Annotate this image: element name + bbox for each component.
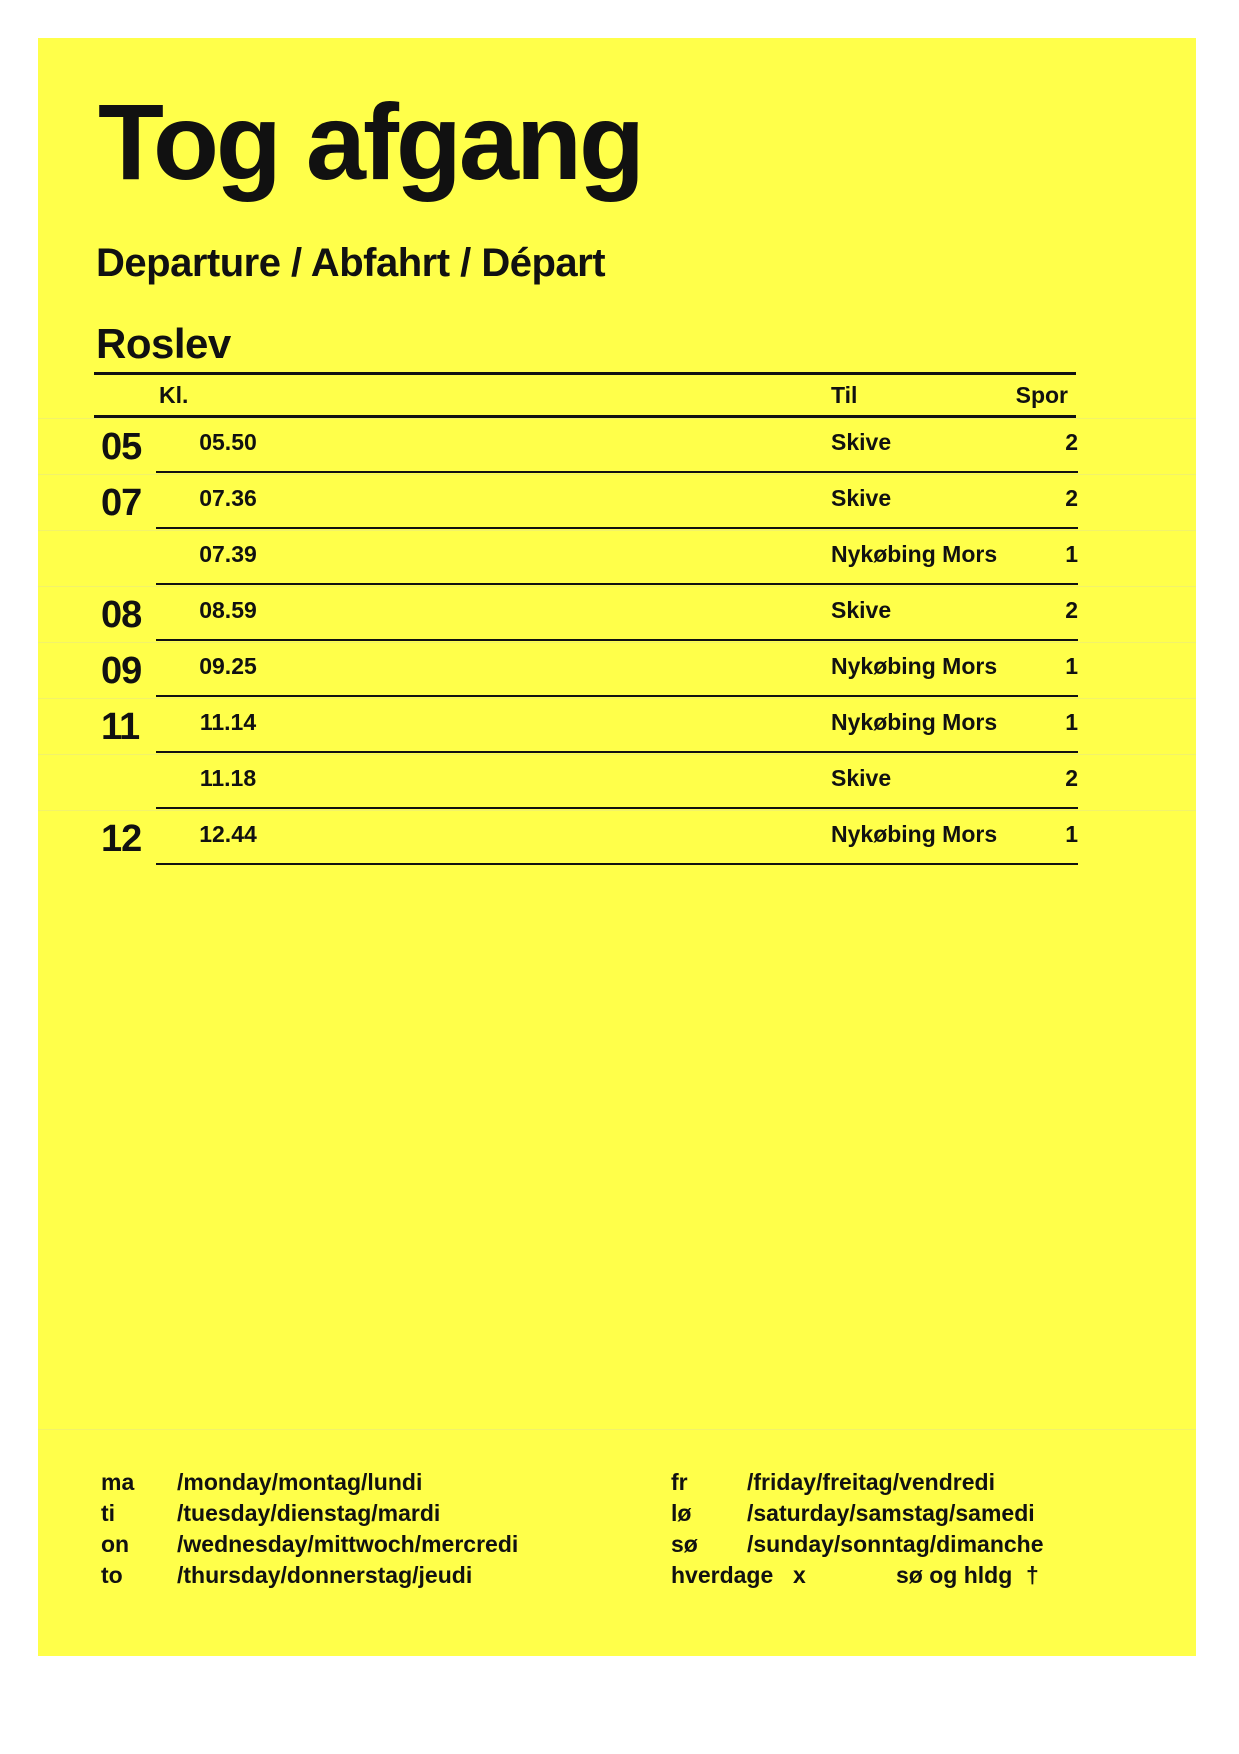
row-separator [38, 586, 1196, 587]
row-divider [156, 751, 1078, 753]
row-time: 11.18 [199, 765, 257, 791]
table-row [38, 530, 1196, 586]
table-row [38, 754, 1196, 810]
row-separator [38, 474, 1196, 475]
row-divider [156, 695, 1078, 697]
page-subtitle: Departure / Abfahrt / Départ [96, 241, 606, 285]
day-abbr: to [101, 1562, 123, 1588]
day-full: /saturday/samstag/samedi [747, 1500, 1035, 1526]
day-full: /friday/freitag/vendredi [747, 1469, 995, 1495]
row-divider [156, 527, 1078, 529]
row-hour: 08 [101, 594, 142, 636]
header-track: Spor [1015, 382, 1068, 408]
table-header [94, 372, 1076, 418]
row-separator [38, 810, 1196, 811]
row-separator [38, 530, 1196, 531]
table-row [38, 642, 1196, 698]
row-destination: Skive [831, 429, 892, 455]
row-destination: Nykøbing Mors [831, 821, 998, 847]
row-separator [38, 698, 1196, 699]
row-hour: 09 [101, 650, 142, 692]
day-full: /thursday/donnerstag/jeudi [177, 1562, 473, 1588]
station-name: Roslev [96, 320, 231, 367]
row-hour: 12 [101, 818, 142, 860]
page-title: Tog afgang [98, 81, 642, 202]
row-separator [38, 418, 1196, 419]
row-destination: Skive [831, 485, 892, 511]
day-full: /monday/montag/lundi [177, 1469, 423, 1495]
day-abbr: ma [101, 1469, 135, 1495]
table-row [38, 474, 1196, 530]
day-abbr: lø [671, 1500, 692, 1526]
table-row [38, 586, 1196, 642]
row-divider [156, 639, 1078, 641]
weekdays-symbol: x [793, 1562, 806, 1588]
row-divider [156, 471, 1078, 473]
row-time: 11.14 [199, 709, 257, 735]
row-track: 2 [1065, 765, 1078, 791]
row-time: 12.44 [199, 821, 257, 847]
day-full: /tuesday/dienstag/mardi [177, 1500, 441, 1526]
row-hour: 05 [101, 426, 142, 468]
day-abbr: ti [101, 1500, 116, 1526]
row-track: 1 [1065, 709, 1078, 735]
row-time: 08.59 [199, 597, 257, 623]
row-destination: Skive [831, 765, 892, 791]
day-abbr: sø [671, 1531, 698, 1557]
row-track: 1 [1065, 653, 1078, 679]
header-destination: Til [831, 382, 858, 408]
row-time: 09.25 [199, 653, 257, 679]
day-abbr: fr [671, 1469, 688, 1495]
holidays-label: sø og hldg [896, 1562, 1013, 1588]
table-row [38, 418, 1196, 474]
header-time: Kl. [159, 382, 189, 408]
legend-separator [38, 1429, 1196, 1430]
row-divider [156, 583, 1078, 585]
timetable-poster [38, 38, 1196, 1656]
row-destination: Skive [831, 597, 892, 623]
day-abbr: on [101, 1531, 130, 1557]
row-track: 2 [1065, 429, 1078, 455]
row-destination: Nykøbing Mors [831, 653, 998, 679]
day-full: /sunday/sonntag/dimanche [747, 1531, 1044, 1557]
row-track: 1 [1065, 541, 1078, 567]
row-separator [38, 642, 1196, 643]
row-hour: 07 [101, 482, 142, 524]
row-separator [38, 754, 1196, 755]
row-time: 05.50 [199, 429, 257, 455]
row-track: 2 [1065, 597, 1078, 623]
holidays-symbol: † [1026, 1562, 1039, 1588]
weekdays-label: hverdage [671, 1562, 774, 1588]
row-track: 2 [1065, 485, 1078, 511]
row-divider [156, 863, 1078, 865]
row-track: 1 [1065, 821, 1078, 847]
table-row [38, 698, 1196, 754]
row-time: 07.39 [199, 541, 257, 567]
day-full: /wednesday/mittwoch/mercredi [177, 1531, 519, 1557]
table-row [38, 810, 1196, 866]
row-destination: Nykøbing Mors [831, 709, 998, 735]
row-destination: Nykøbing Mors [831, 541, 998, 567]
row-hour: 11 [101, 706, 140, 748]
row-divider [156, 807, 1078, 809]
row-time: 07.36 [199, 485, 257, 511]
